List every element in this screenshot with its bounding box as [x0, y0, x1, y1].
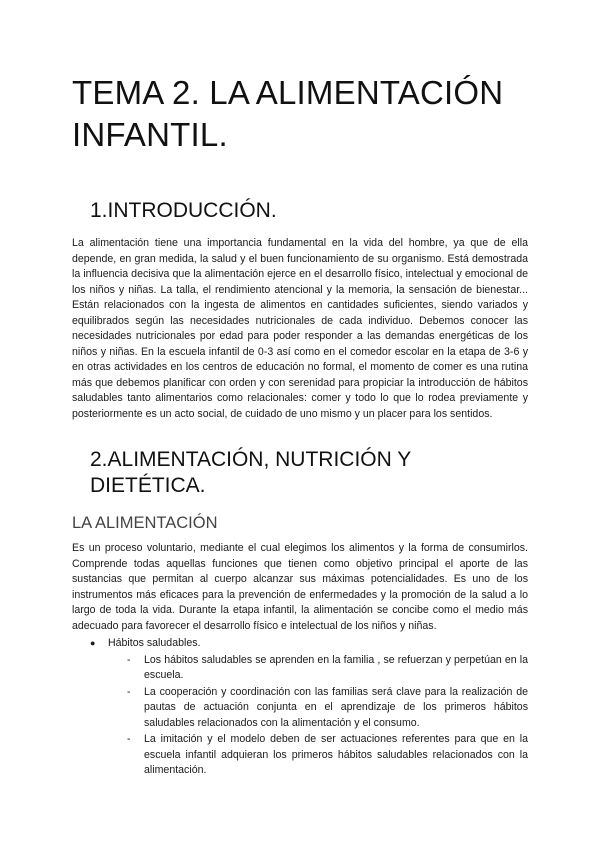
bullet-dot-icon: ●: [90, 638, 96, 648]
dash-icon: -: [127, 653, 131, 666]
alimentacion-paragraph: Es un proceso voluntario, mediante el cual elegimos los alimentos y la forma de consumirlos. Comprende todas aquellas funciones que tienen como objetivo principal el aporte de las sustancias que permitan al cuerpo alcanzar sus máximas potencialidades. Es uno de los instrumentos más eficaces para la prevención de enfermedades y la promoción de la salud a lo largo de toda la vida. Durante la etapa infantil, la alimentación se concibe como el medio más adecuado para favorecer el desarrollo físico e intelectual de los niños y niñas.: [72, 542, 528, 632]
sub-list-item: [72, 685, 528, 732]
bullet-label: Hábitos saludables.: [108, 637, 201, 649]
document-title: [72, 72, 528, 156]
sub-item-text: La cooperación y coordinación con las familias será clave para la realización de pautas de actuación conjunta en el aprendizaje de los primeros hábitos saludables relacionados con la alimentación y el consumo.: [144, 685, 528, 729]
sub-item-text: La imitación y el modelo deben de ser actuaciones referentes para que en la escuela infantil adquieran los primeros hábitos saludables relacionados con la alimentación.: [144, 733, 528, 776]
section-heading-introduccion: 1.INTRODUCCIÓN.: [90, 199, 277, 222]
dash-icon: -: [127, 685, 131, 698]
dash-icon: -: [127, 733, 131, 745]
sub-list-item: [72, 732, 528, 779]
bullet-item-habitos: [72, 636, 528, 652]
sub-list: [72, 653, 528, 779]
section-heading-alimentacion-nutricion: 2.ALIMENTACIÓN, NUTRICIÓN Y DIETÉTICA.: [90, 448, 411, 497]
sub-list-item: [72, 653, 528, 684]
bullet-list: [72, 636, 528, 652]
sub-item-text: Los hábitos saludables se aprenden en la familia , se refuerzan y perpetúan en la escuela.: [144, 653, 528, 681]
title-line-2: INFANTIL.: [72, 116, 228, 153]
intro-paragraph: La alimentación tiene una importancia fundamental en la vida del hombre, ya que de ella depende, en gran medida, la salud y el buen funcionamiento de su organismo. Está demostrada la influencia decisiva que la alimentación ejerce en el desarrollo físico, intelectual y emocional de los niños y niñas. La talla, el rendimiento atencional y la memoria, la sensación de bienestar... Están relacionados con la ingesta de alimentos en cantidades suficientes, siendo variados y equilibrados según las necesidades nutricionales de cada individuo. Debemos conocer las necesidades nutricionales por edad para poder responder a las demandas energéticas de los niños y niñas. En la escuela infantil de 0-3 así como en el comedor escolar en la etapa de 3-6 y en otras actividades en los centros de educación no formal, el momento de comer es una rutina más que debemos planificar con orden y con serenidad para propiciar la introducción de hábitos saludables tanto alimentarios como relacionales: comer y todo lo que lo rodea previamente y posteriormente es un acto social, de cuidado de uno mismo y un placer para los sentidos.: [72, 237, 528, 420]
subheading-la-alimentacion: LA ALIMENTACIÓN: [72, 514, 218, 532]
title-line-1: TEMA 2. LA ALIMENTACIÓN: [72, 74, 504, 111]
